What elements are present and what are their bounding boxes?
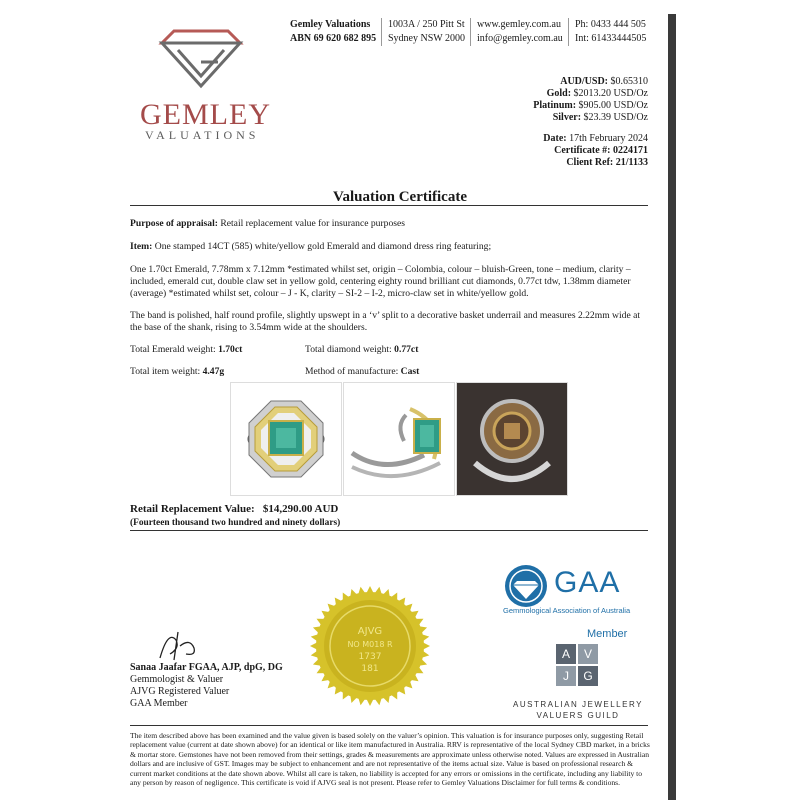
seal-text-line: NO M018 R xyxy=(347,640,393,649)
ajvg-letter: J xyxy=(556,666,576,686)
rate-row: Silver: $23.39 USD/Oz xyxy=(552,112,648,123)
date-row: Date: 17th February 2024 xyxy=(543,133,648,144)
gold-seal-icon xyxy=(308,584,432,708)
signatory-role: Gemmologist & Valuer xyxy=(130,674,224,685)
header-divider xyxy=(381,18,382,46)
document-title: Valuation Certificate xyxy=(332,189,467,205)
signature-mark xyxy=(150,628,210,664)
title-rule xyxy=(130,205,648,206)
diamond-weight: Total diamond weight: 0.77ct xyxy=(305,344,419,355)
company-website[interactable]: www.gemley.com.au xyxy=(477,19,561,30)
header-phone-block xyxy=(575,18,646,46)
footer-rule xyxy=(130,725,648,726)
item-line: Item: One stamped 14CT (585) white/yellow gold Emerald and diamond dress ring featuring; xyxy=(130,241,492,252)
gaa-logo-icon xyxy=(503,563,549,609)
address-line-2: Sydney NSW 2000 xyxy=(388,33,466,44)
company-phone: Ph: 0433 444 505 xyxy=(575,19,646,30)
item-description: One 1.70ct Emerald, 7.78mm x 7.12mm *estimated whilst set, origin – Colombia, colour – bluish-Green, tone – medium, clarity – included, emerald cut, double claw set in yellow gold, centering eighty round brilliant cut diamonds, 0.77ct tdw, 1.38mm diameter (average) *estimated whilst set, colour – J - K, clarity – SI-2 – I-2, micro-claw set in white/yellow gold. xyxy=(130,264,631,299)
item-weight: Total item weight: 4.47g xyxy=(130,366,225,377)
ajvg-name-line: VALUERS GUILD xyxy=(536,711,620,720)
disclaimer-text: The item described above has been examined and the value given is based solely on the valuer’s opinion. This valuation is for insurance purposes only, suggesting Retail replacement value (current at date shown above) for an identical or like item manufactured in Australia. RRV is representative of the local Sydney CBD market, in a bricks & mortar store. Gemstones have not been removed from their settings, grades & measurements are approximate unless otherwise noted. Values are expressed in Australian dollars and are inclusive of GST. Images may be subject to enhancement and are not representative of the items actual size. Value is based on professional research & current market conditions at the date shown above. Whilst all care is taken, no liability is accepted for any errors or omissions in the certificate, including any liability to any person by reason of negligence. This certificate is void if AJVG seal is not present. Please refer to Gemley Valuations Disclaimer for full terms & conditions. xyxy=(130,731,650,788)
header-divider xyxy=(568,18,569,46)
page-edge-strip xyxy=(668,14,676,800)
address-line-1: 1003A / 250 Pitt St xyxy=(388,19,465,30)
company-email[interactable]: info@gemley.com.au xyxy=(477,33,563,44)
header-divider xyxy=(470,18,471,46)
emerald-ring-top-photo xyxy=(230,382,342,496)
emerald-ring-side-photo xyxy=(343,382,455,496)
seal-text-line: 1737 xyxy=(358,652,382,662)
purpose-line: Purpose of appraisal: Retail replacement value for insurance purposes xyxy=(130,218,405,229)
client-ref-row: Client Ref: 21/1133 xyxy=(566,157,648,168)
retail-replacement-value: Retail Replacement Value: $14,290.00 AUD xyxy=(130,503,339,515)
emerald-weight: Total Emerald weight: 1.70ct xyxy=(130,344,243,355)
header-web-block xyxy=(477,18,563,46)
gemley-logo-icon xyxy=(158,28,244,90)
header-address-block xyxy=(388,18,465,46)
gaa-wordmark: GAA xyxy=(554,566,621,599)
gaa-full-name: Gemmological Association of Australia xyxy=(503,606,631,615)
signatory-block xyxy=(130,662,283,710)
company-name: Gemley Valuations xyxy=(290,19,371,30)
ajvg-letter: G xyxy=(578,666,598,686)
value-in-words: (Fourteen thousand two hundred and ninety dollars) xyxy=(130,518,341,528)
metal-rates xyxy=(533,76,648,124)
certificate-meta xyxy=(543,133,648,169)
signatory-role: AJVG Registered Valuer xyxy=(130,686,230,697)
manufacture-method: Method of manufacture: Cast xyxy=(305,366,420,377)
cert-number-row: Certificate #: 0224171 xyxy=(554,145,648,156)
rate-row: Platinum: $905.00 USD/Oz xyxy=(533,100,648,111)
band-description: The band is polished, half round profile, slightly upswept in a ‘v’ split to a decorative basket underrail and measures 2.22mm wide at the base of the shank, rising to 3.54mm wide at the shoulders. xyxy=(130,310,641,333)
logo-wordmark: GEMLEY xyxy=(140,98,271,131)
company-intl-phone: Int: 61433444505 xyxy=(575,33,647,44)
ajvg-letter: V xyxy=(578,644,598,664)
emerald-ring-underside-photo xyxy=(456,382,568,496)
ajvg-logo-icon xyxy=(556,644,602,690)
signatory-name: Sanaa Jaafar FGAA, AJP, dpG, DG xyxy=(130,662,283,673)
ajvg-name-line: AUSTRALIAN JEWELLERY xyxy=(513,700,643,709)
company-abn: ABN 69 620 682 895 xyxy=(290,33,377,44)
rate-row: Gold: $2013.20 USD/Oz xyxy=(546,88,648,99)
ajvg-letter: A xyxy=(556,644,576,664)
logo-subtitle: VALUATIONS xyxy=(145,128,260,142)
seal-text-line: 181 xyxy=(361,664,379,674)
seal-text-line: AJVG xyxy=(357,626,383,637)
gaa-member-label: Member xyxy=(587,628,628,640)
value-rule xyxy=(130,530,648,531)
header-company-block xyxy=(290,18,376,46)
signatory-role: GAA Member xyxy=(130,698,188,709)
rate-row: AUD/USD: $0.65310 xyxy=(560,76,648,87)
